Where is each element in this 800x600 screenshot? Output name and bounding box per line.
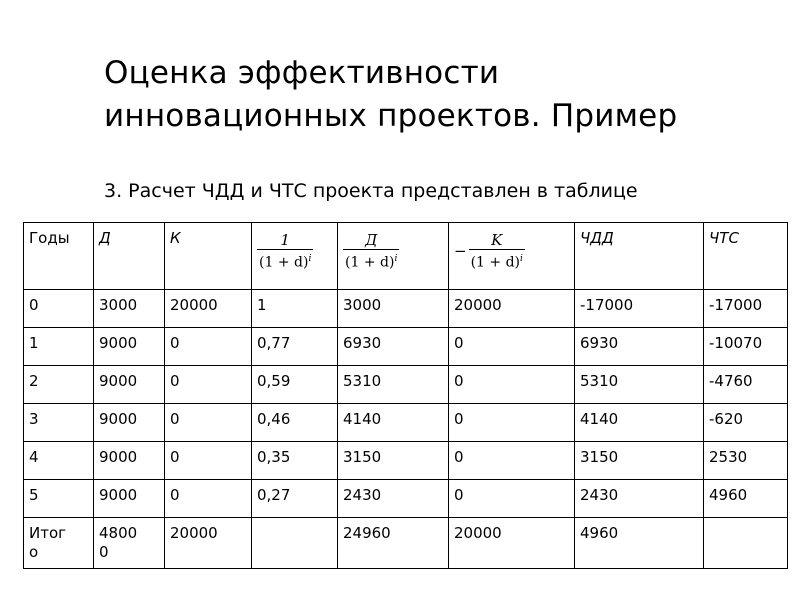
total-discounted-investment: 20000 (449, 518, 575, 569)
header-row (24, 223, 788, 290)
total-income: 4800 0 (94, 518, 165, 569)
discounted-investment-formula (469, 231, 525, 272)
header-chts: ЧТС (704, 223, 788, 290)
cell-income: 9000 (94, 442, 165, 480)
cell-chts: -4760 (704, 366, 788, 404)
cell-year: 0 (24, 290, 94, 328)
title-line-2: инновационных проектов. Пример (104, 98, 678, 134)
cell-discount-factor: 1 (252, 290, 338, 328)
cell-income: 9000 (94, 404, 165, 442)
cell-investment: 0 (165, 366, 252, 404)
cell-chdd: -17000 (575, 290, 704, 328)
title-line-1: Оценка эффективности (104, 55, 500, 91)
cell-chdd: 5310 (575, 366, 704, 404)
total-row (24, 518, 788, 569)
table-row (24, 328, 788, 366)
cell-investment: 0 (165, 442, 252, 480)
cell-chts: 4960 (704, 480, 788, 518)
header-years: Годы (24, 223, 94, 290)
cell-discounted-investment: 0 (449, 366, 575, 404)
cell-discounted-income: 6930 (338, 328, 449, 366)
cell-discount-factor: 0,35 (252, 442, 338, 480)
table-row (24, 480, 788, 518)
cell-chts: -620 (704, 404, 788, 442)
cell-chts: -17000 (704, 290, 788, 328)
cell-income: 9000 (94, 480, 165, 518)
total-discount-factor (252, 518, 338, 569)
cell-income: 9000 (94, 366, 165, 404)
total-chdd: 4960 (575, 518, 704, 569)
npv-table (23, 222, 788, 569)
cell-investment: 0 (165, 480, 252, 518)
header-discounted-income (338, 223, 449, 290)
cell-year: 2 (24, 366, 94, 404)
table-row (24, 442, 788, 480)
cell-discount-factor: 0,59 (252, 366, 338, 404)
cell-discounted-income: 5310 (338, 366, 449, 404)
header-k: К (165, 223, 252, 290)
cell-investment: 0 (165, 328, 252, 366)
cell-chdd: 4140 (575, 404, 704, 442)
discount-factor-formula (257, 231, 313, 272)
total-investment: 20000 (165, 518, 252, 569)
formula-numerator: K (491, 231, 503, 249)
cell-investment: 20000 (165, 290, 252, 328)
cell-discounted-investment: 0 (449, 480, 575, 518)
cell-discounted-income: 4140 (338, 404, 449, 442)
formula-denominator: $(1 + d)^i$ (469, 249, 525, 272)
total-discounted-income: 24960 (338, 518, 449, 569)
cell-discounted-income: 3150 (338, 442, 449, 480)
cell-discounted-investment: 20000 (449, 290, 575, 328)
total-chts (704, 518, 788, 569)
cell-chdd: 6930 (575, 328, 704, 366)
slide-subtitle: 3. Расчет ЧДД и ЧТС проекта представлен в таблице (104, 180, 638, 202)
cell-discounted-investment: 0 (449, 442, 575, 480)
formula-denominator: $(1 + d)^i$ (257, 249, 313, 272)
header-chdd: ЧДД (575, 223, 704, 290)
formula-denominator: $(1 + d)^i$ (343, 249, 399, 272)
cell-year: 5 (24, 480, 94, 518)
cell-income: 9000 (94, 328, 165, 366)
minus-sign: − (454, 241, 467, 260)
header-d: Д (94, 223, 165, 290)
formula-numerator: 1 (280, 231, 290, 249)
cell-investment: 0 (165, 404, 252, 442)
cell-income: 3000 (94, 290, 165, 328)
table-row (24, 404, 788, 442)
total-year: Итог о (24, 518, 94, 569)
formula-numerator: Д (365, 231, 378, 249)
discounted-income-formula (343, 231, 399, 272)
cell-chts: -10070 (704, 328, 788, 366)
cell-discount-factor: 0,27 (252, 480, 338, 518)
cell-discounted-investment: 0 (449, 328, 575, 366)
cell-chdd: 3150 (575, 442, 704, 480)
cell-year: 1 (24, 328, 94, 366)
cell-discounted-income: 2430 (338, 480, 449, 518)
cell-discount-factor: 0,77 (252, 328, 338, 366)
header-discounted-investment (449, 223, 575, 290)
cell-discount-factor: 0,46 (252, 404, 338, 442)
cell-year: 3 (24, 404, 94, 442)
cell-year: 4 (24, 442, 94, 480)
cell-discounted-income: 3000 (338, 290, 449, 328)
cell-chts: 2530 (704, 442, 788, 480)
cell-chdd: 2430 (575, 480, 704, 518)
table-row (24, 290, 788, 328)
header-discount-factor (252, 223, 338, 290)
slide-title (104, 52, 784, 138)
cell-discounted-investment: 0 (449, 404, 575, 442)
table-row (24, 366, 788, 404)
